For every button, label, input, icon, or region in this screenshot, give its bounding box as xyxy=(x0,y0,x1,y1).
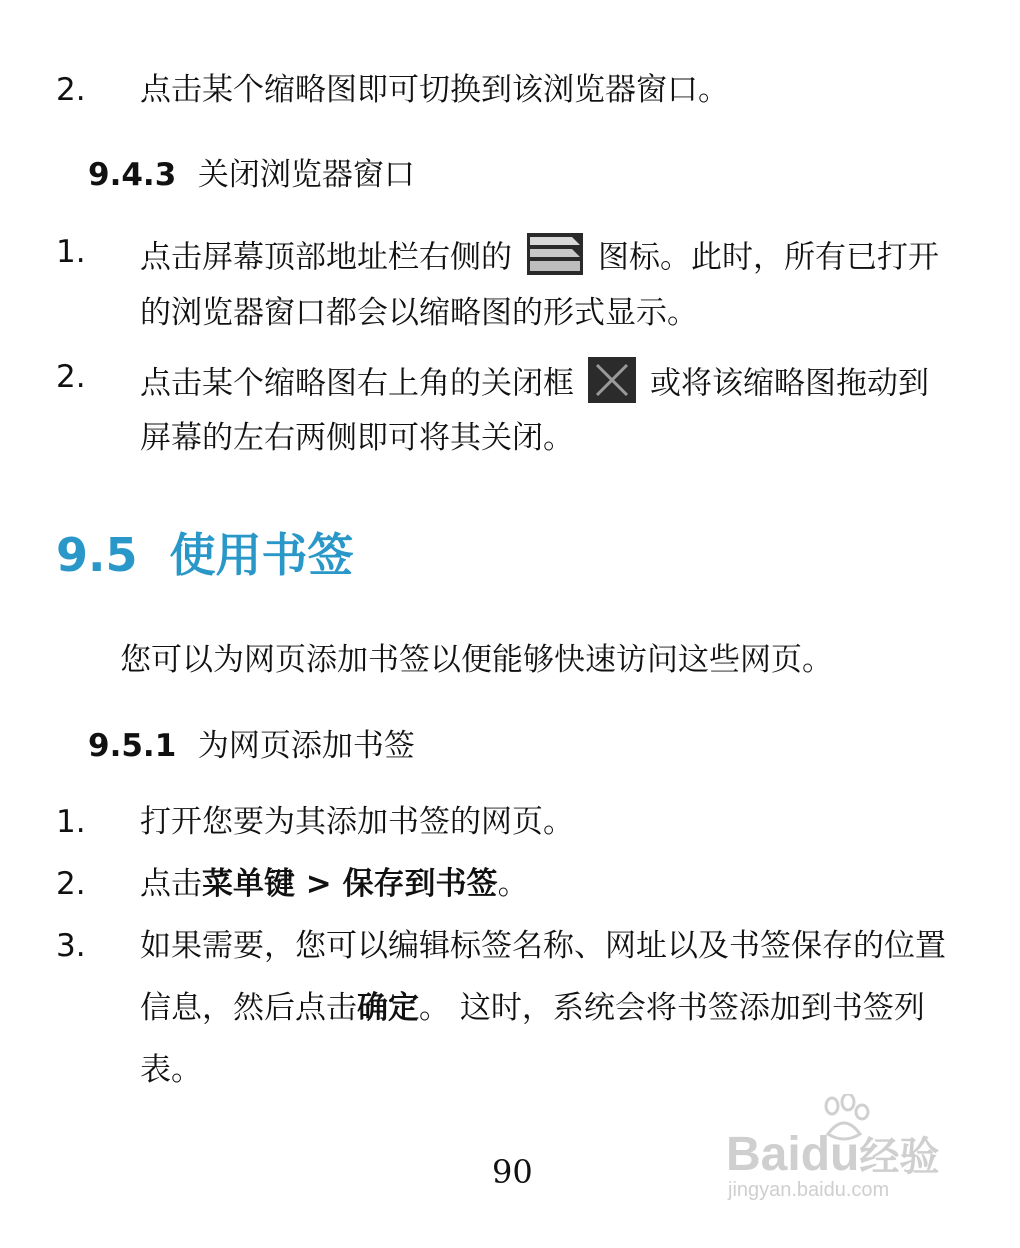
text-segment: 。 这时，系统会将书签添加到书签列 xyxy=(419,990,925,1026)
subsection-heading xyxy=(88,726,415,766)
subsection-number: 9.5.1 xyxy=(88,728,177,764)
list-item-text xyxy=(140,864,529,904)
watermark-url: jingyan.baidu.com xyxy=(728,1179,890,1201)
text-segment: 信息，然后点击 xyxy=(140,990,357,1026)
subsection-number: 9.4.3 xyxy=(88,157,177,193)
section-number: 9.5 xyxy=(56,528,138,582)
page-number: 90 xyxy=(492,1153,533,1191)
text-segment: 点击 xyxy=(140,866,202,902)
section-title: 使用书签 xyxy=(169,528,354,582)
list-item-text-cont xyxy=(140,988,925,1028)
confirm-label: 确定 xyxy=(357,990,419,1026)
list-item-text-cont: 表。 xyxy=(140,1052,202,1088)
menu-key-label: 菜单键 xyxy=(202,866,295,902)
subsection-heading xyxy=(88,155,415,195)
watermark-cn: 经验 xyxy=(859,1135,940,1179)
text-segment: 图标。此时，所有已打开 xyxy=(598,239,939,276)
baidu-watermark xyxy=(726,1094,976,1204)
text-segment: 或将该缩略图拖动到 xyxy=(650,365,929,402)
list-number: 2. xyxy=(56,359,86,395)
save-bookmark-label: 保存到书签 xyxy=(342,866,498,902)
list-number: 3. xyxy=(56,928,86,964)
text-segment: 点击屏幕顶部地址栏右侧的 xyxy=(140,239,512,276)
list-number: 1. xyxy=(56,234,86,270)
subsection-title: 关闭浏览器窗口 xyxy=(197,157,415,193)
list-item-text xyxy=(140,357,929,413)
section-heading xyxy=(56,527,354,583)
close-x-icon xyxy=(588,357,636,413)
text-segment: 点击某个缩略图右上角的关闭框 xyxy=(140,365,574,402)
list-number: 2. xyxy=(56,866,86,902)
text-segment: 。 xyxy=(497,866,529,902)
tabs-stack-icon xyxy=(526,232,584,286)
watermark-brand: Bai xyxy=(726,1128,801,1181)
list-item-text-cont: 的浏览器窗口都会以缩略图的形式显示。 xyxy=(140,295,698,331)
path-separator: > xyxy=(295,866,343,902)
list-number: 2. xyxy=(56,72,86,108)
list-item-text-cont: 屏幕的左右两侧即可将其关闭。 xyxy=(140,420,574,456)
watermark-brand2: du xyxy=(800,1128,860,1181)
list-number: 1. xyxy=(56,804,86,840)
list-item-text: 打开您要为其添加书签的网页。 xyxy=(140,804,574,840)
list-item-text xyxy=(140,232,939,286)
section-intro: 您可以为网页添加书签以便能够快速访问这些网页。 xyxy=(120,642,833,678)
list-item-text: 如果需要，您可以编辑标签名称、网址以及书签保存的位置 xyxy=(140,928,946,964)
list-item-text: 点击某个缩略图即可切换到该浏览器窗口。 xyxy=(140,72,729,108)
subsection-title: 为网页添加书签 xyxy=(197,728,415,764)
